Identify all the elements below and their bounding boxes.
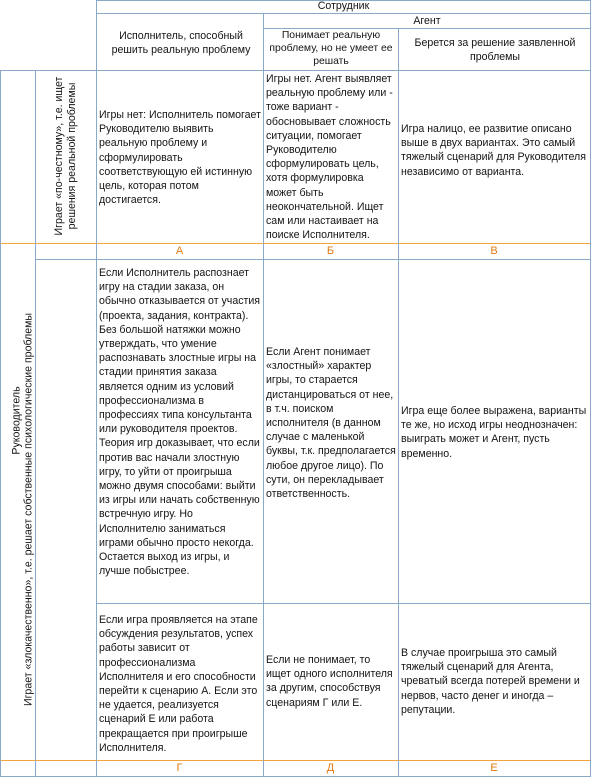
cell-row1-takes-on: Игра налицо, ее развитие описано выше в двух вариантах. Это самый тяжелый сценарий для Руководителя независимо от варианта.	[401, 123, 586, 178]
label-malicious: Играет «злокачественно», т.е. решает собственные психологические проблемы	[22, 312, 35, 707]
scenario-letter-g: Г	[176, 762, 183, 774]
header-executor: Исполнитель, способный решить реальную проблему	[111, 30, 251, 57]
grid-line	[398, 28, 399, 777]
header-agent: Агент	[413, 15, 441, 27]
header-understands: Понимает реальную проблему, но не умеет ее решать	[269, 30, 393, 68]
cell-row1-executor: Игры нет: Исполнитель помогает Руководителю выявить реальную проблему и сформулировать соответствующую ей истинную цель, которая потом достигается.	[99, 109, 261, 207]
header-employee: Сотрудник	[317, 0, 370, 12]
grid-line	[0, 70, 591, 71]
label-honest-line1: Играет «по-честному», т.е. ищет	[53, 76, 65, 236]
cell-row3-executor: Если игра проявляется на этапе обсуждения результатов, успех работы зависит от профессионализма Исполнителя и его способности перейти к сценарию А. Если это не удается, реализуется сценарий Е или работа прекращается при проигрыше Исполнителя.	[99, 614, 258, 754]
grid-line	[0, 776, 591, 777]
scenario-letter-a: А	[175, 245, 184, 257]
grid-line	[96, 603, 591, 604]
scenario-letter-b: Б	[326, 245, 335, 257]
header-takes-on: Берется за решение заявленной проблемы	[414, 37, 576, 64]
label-honest-line2: решения реальной проблемы	[66, 82, 78, 230]
cell-row2-takes-on: Игра еще более выражена, варианты те же, но исход игры неоднозначен: выиграть может и Агент, пусть временно.	[401, 405, 587, 460]
label-manager: Руководитель	[10, 386, 23, 455]
scenario-letter-v: В	[490, 245, 498, 257]
cell-row3-takes-on: В случае проигрыша это самый тяжелый сценарий для Агента, чреватый всегда потерей времени и нервов, часто денег и иногда – репутации.	[401, 647, 580, 716]
scenario-letter-d: Д	[326, 762, 335, 774]
cell-row3-understands: Если не понимает, то ищет одного исполнителя за другим, способствуя сценариям Г или Е.	[266, 654, 393, 709]
grid-line	[0, 70, 1, 777]
grid-line	[35, 259, 591, 260]
grid-line-orange	[0, 760, 591, 761]
scenario-letter-e: Е	[490, 762, 498, 774]
grid-line	[96, 0, 97, 777]
cell-row1-understands: Игры нет. Агент выявляет реальную проблему или - тоже вариант - обосновывает сложность ситуации, помогает Руководителю сформулировать цель, хотя формулировка может быть неокончательной. Ищет сам или настаивает на поиске Исполнителя.	[266, 73, 393, 242]
label-honest	[53, 69, 79, 243]
grid-line	[263, 13, 264, 777]
cell-row2-understands: Если Агент понимает «злостный» характер игры, то старается дистанцироваться от нее, в т.ч. поиском исполнителя (в данном случае с маленькой буквы, т.к. предполагается любое другое лицо). По сути, он перекладывает ответственность.	[266, 346, 396, 501]
grid-line-orange	[0, 243, 591, 244]
cell-row2-executor: Если Исполнитель распознает игру на стадии заказа, он обычно отказывается от участия (проекта, задания, контракта). Без большой натяжки можно утверждать, что умение распознавать злостные игры на стадии принятия заказа является одним из условий профессионализма в профессиях типа консультанта или руководителя проектов. Теория игр доказывает, что если против вас начали злостную игру, то уйти от проигрыша можно двумя способами: выйти из игры или начать собственную встречную игру. Но Исполнителю заниматься играми обычно просто некогда. Остается выход из игры, и лучше побыстрее.	[99, 267, 261, 578]
